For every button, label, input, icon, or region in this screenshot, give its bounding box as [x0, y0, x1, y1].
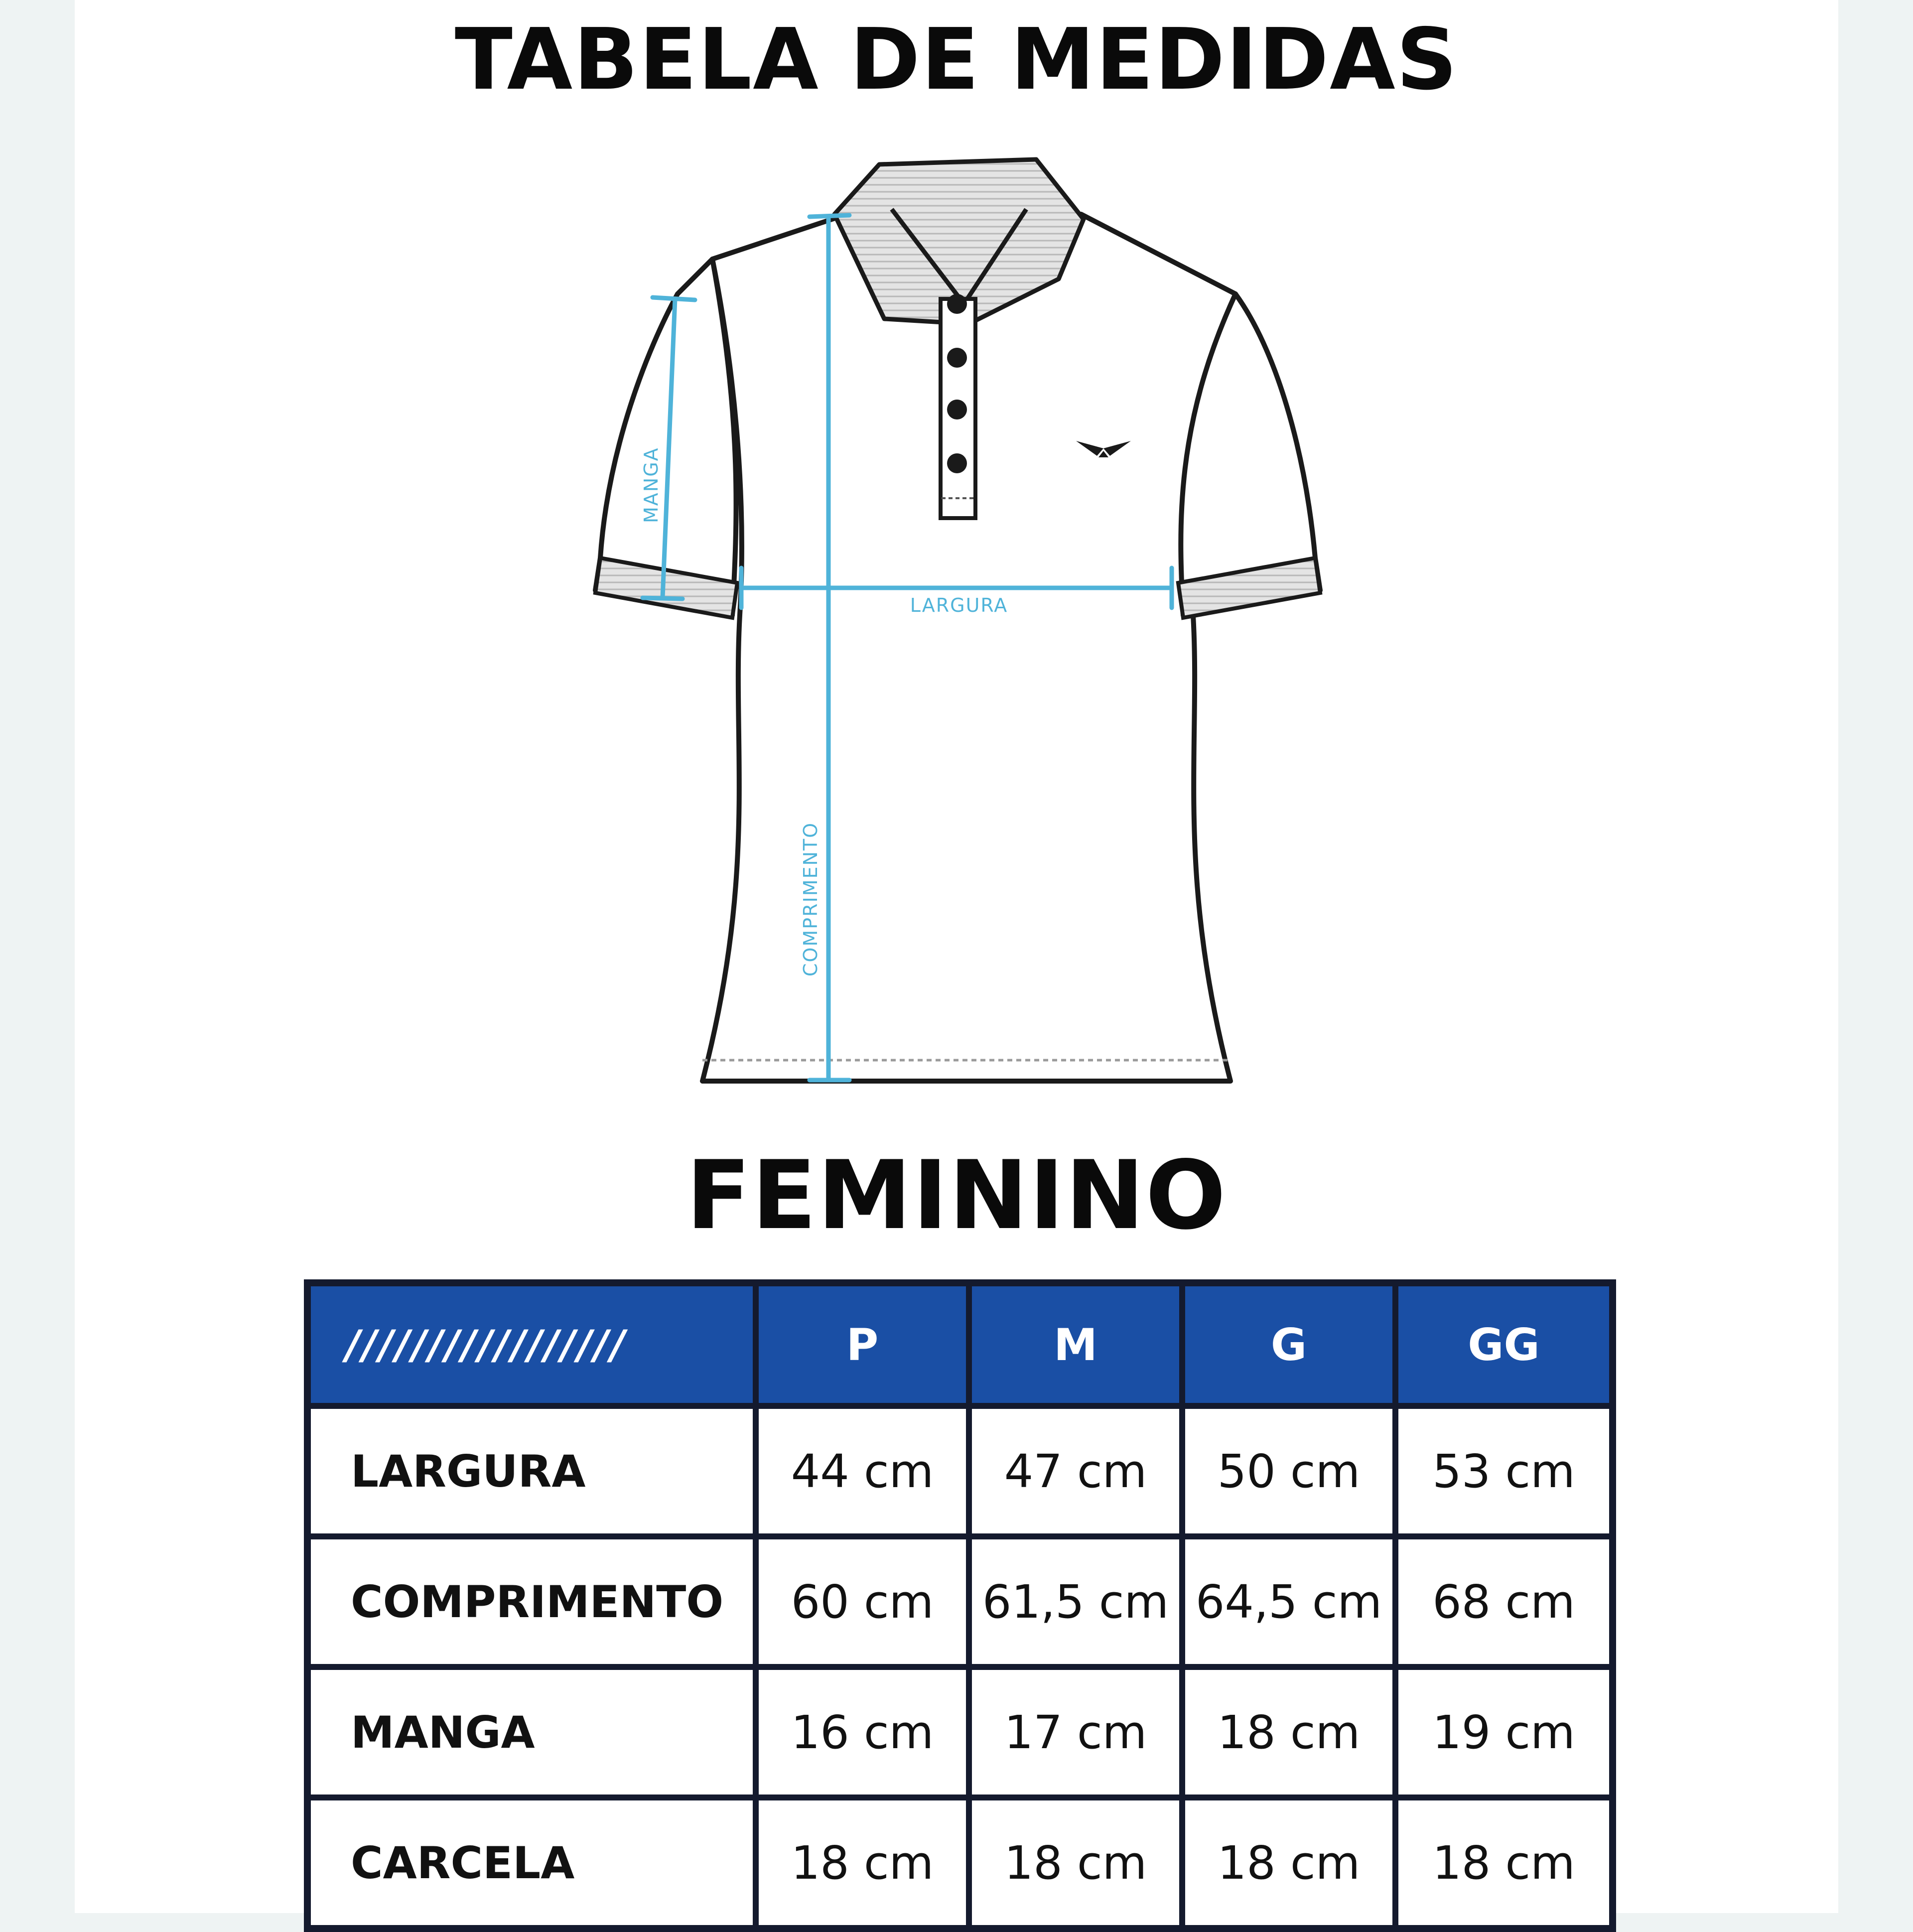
table-cell: 18 cm	[756, 1797, 969, 1929]
header-size-g: G	[1182, 1283, 1395, 1406]
comprimento-label: COMPRIMENTO	[800, 822, 821, 977]
header-size-p: P	[756, 1283, 969, 1406]
table-cell: 19 cm	[1395, 1667, 1613, 1797]
table-cell: 68 cm	[1395, 1536, 1613, 1667]
manga-label: MANGA	[640, 447, 662, 523]
page-title: TABELA DE MEDIDAS	[454, 10, 1459, 109]
button-icon	[947, 400, 967, 419]
button-icon	[947, 348, 967, 368]
table-cell: 47 cm	[969, 1406, 1182, 1536]
header-corner-decoration: /////////////////	[307, 1283, 756, 1406]
row-label: CARCELA	[307, 1797, 756, 1929]
comprimento-cap-top	[810, 215, 849, 217]
table-header-row	[307, 1283, 1613, 1406]
section-title: FEMININO	[686, 1140, 1227, 1250]
table-row	[307, 1797, 1613, 1929]
largura-label: LARGURA	[910, 594, 1008, 616]
table-cell: 53 cm	[1395, 1406, 1613, 1536]
table-cell: 64,5 cm	[1182, 1536, 1395, 1667]
table-cell: 17 cm	[969, 1667, 1182, 1797]
size-table	[304, 1279, 1616, 1932]
table-row	[307, 1406, 1613, 1536]
header-size-m: M	[969, 1283, 1182, 1406]
row-label: COMPRIMENTO	[307, 1536, 756, 1667]
table-row	[307, 1667, 1613, 1797]
header-size-gg: GG	[1395, 1283, 1613, 1406]
table-cell: 60 cm	[756, 1536, 969, 1667]
manga-cap-top	[653, 297, 695, 300]
table-cell: 61,5 cm	[969, 1536, 1182, 1667]
manga-cap-bottom	[643, 598, 683, 599]
table-cell: 16 cm	[756, 1667, 969, 1797]
table-cell: 18 cm	[1395, 1797, 1613, 1929]
table-cell: 50 cm	[1182, 1406, 1395, 1536]
table-cell: 44 cm	[756, 1406, 969, 1536]
table-cell: 18 cm	[1182, 1797, 1395, 1929]
button-icon	[947, 294, 967, 314]
button-icon	[947, 453, 967, 473]
table-cell: 18 cm	[969, 1797, 1182, 1929]
table-row	[307, 1536, 1613, 1667]
row-label: MANGA	[307, 1667, 756, 1797]
table-cell: 18 cm	[1182, 1667, 1395, 1797]
row-label: LARGURA	[307, 1406, 756, 1536]
